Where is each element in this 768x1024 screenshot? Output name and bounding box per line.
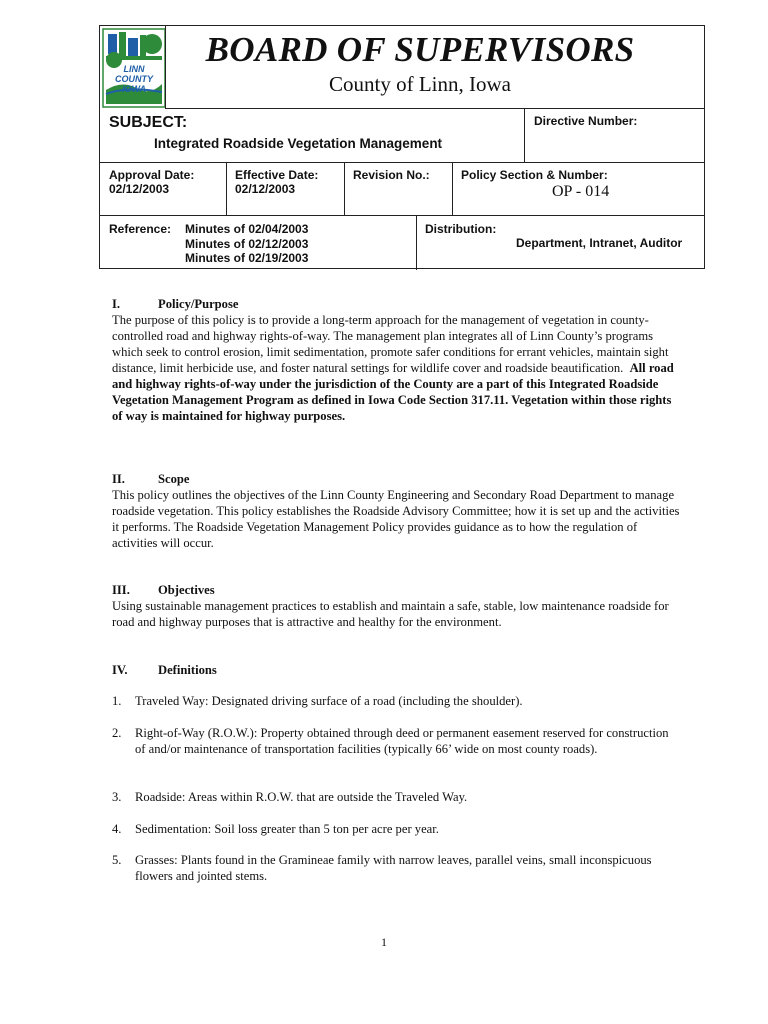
county-name: County of Linn, Iowa: [329, 72, 511, 96]
policy-section-value: OP - 014: [552, 183, 610, 200]
section-body: Using sustainable management practices to establish and maintain a safe, stable, low maintenance roadside for road and highway purposes that is attractive and healthy for the environment.: [112, 599, 669, 629]
section-heading: II. Scope: [112, 472, 190, 486]
logo-text: LINN COUNTY IOWA: [115, 64, 153, 94]
effective-date-label: Effective Date:: [235, 168, 319, 182]
list-item: 3. Roadside: Areas within R.O.W. that are outside the Traveled Way.: [112, 790, 468, 804]
dates-row-divider: [100, 215, 704, 216]
section-purpose: [112, 296, 682, 424]
header-table: [99, 25, 705, 269]
logo-divider: [165, 26, 166, 109]
directive-number-label: Directive Number:: [534, 114, 638, 128]
approval-effective-divider: [226, 162, 227, 216]
page-number: 1: [381, 935, 387, 949]
bold-statement: All road and highway rights-of-way under the jurisdiction of the County are a part of this Integrated Roadside Vegetation Management Program as defined in Iowa Code Section 317.11. Vegetation within those rights of way is maintained for highway purposes.: [112, 361, 674, 423]
reference-label: Reference:: [109, 222, 172, 236]
reference-distribution-divider: [416, 215, 417, 270]
revision-number-label: Revision No.:: [353, 168, 430, 182]
section-heading: I. Policy/Purpose: [112, 297, 239, 311]
reference-list: [185, 222, 308, 266]
list-item: 1. Traveled Way: Designated driving surface of a road (including the shoulder).: [112, 694, 523, 708]
policy-section-label: Policy Section & Number:: [461, 168, 608, 182]
effective-date-value: 02/12/2003: [235, 182, 296, 196]
approval-date-value: 02/12/2003: [109, 182, 170, 196]
subject-row-divider: [100, 162, 704, 163]
list-item: 2. Right-of-Way (R.O.W.): Property obtained through deed or permanent easement reserved for construction of and/or maintenance of transportation facilities (typically 66’ wide on most county roads).: [112, 726, 669, 756]
distribution-label: Distribution:: [425, 222, 497, 236]
reference-line: Minutes of 02/12/2003: [185, 236, 309, 251]
board-title: BOARD OF SUPERVISORS: [205, 30, 635, 69]
section-heading: IV. Definitions: [112, 663, 217, 677]
subject-label: SUBJECT:: [109, 114, 188, 131]
title-row-divider: [165, 108, 705, 109]
reference-line: Minutes of 02/04/2003: [185, 222, 309, 236]
list-item: 4. Sedimentation: Soil loss greater than 5 ton per acre per year.: [112, 822, 439, 836]
section-objectives: [112, 582, 682, 630]
revision-policy-divider: [452, 162, 453, 216]
effective-revision-divider: [344, 162, 345, 216]
reference-line: Minutes of 02/19/2003: [185, 251, 309, 265]
linn-county-logo: [102, 28, 166, 108]
approval-date-label: Approval Date:: [109, 168, 195, 182]
section-definitions: [112, 662, 682, 678]
subject-directive-divider: [524, 108, 525, 163]
subject-value: Integrated Roadside Vegetation Management: [154, 136, 443, 151]
list-item: 5. Grasses: Plants found in the Gramineae family with narrow leaves, parallel veins, small inconspicuous flowers and jointed stems.: [112, 853, 652, 883]
section-scope: [112, 471, 682, 551]
section-body: The purpose of this policy is to provide a long-term approach for the management of vegetation in county-controlled road and highway rights-of-way. The management plan integrates all of Linn County’s programs which seek to control erosion, limit sedimentation, promote safer conditions for errant vehicles, maintain sight distance, limit herbicide use, and foster natural settings for wildlife cover and roadside beautification. All road and highway rights-of-way under the jurisdiction of the County are a part of this Integrated Roadside Vegetation Management Program as defined in Iowa Code Section 317.11. Vegetation within those rights of way is maintained for highway purposes.: [112, 313, 674, 423]
section-heading: III. Objectives: [112, 583, 215, 597]
distribution-value: Department, Intranet, Auditor: [516, 236, 683, 250]
section-body: This policy outlines the objectives of the Linn County Engineering and Secondary Road Department to manage roadside vegetation. This policy establishes the Roadside Advisory Committee; how it is set up and the activities it performs. The Roadside Vegetation Management Policy provides guidance as to how the regulation of activities will occur.: [112, 488, 680, 550]
